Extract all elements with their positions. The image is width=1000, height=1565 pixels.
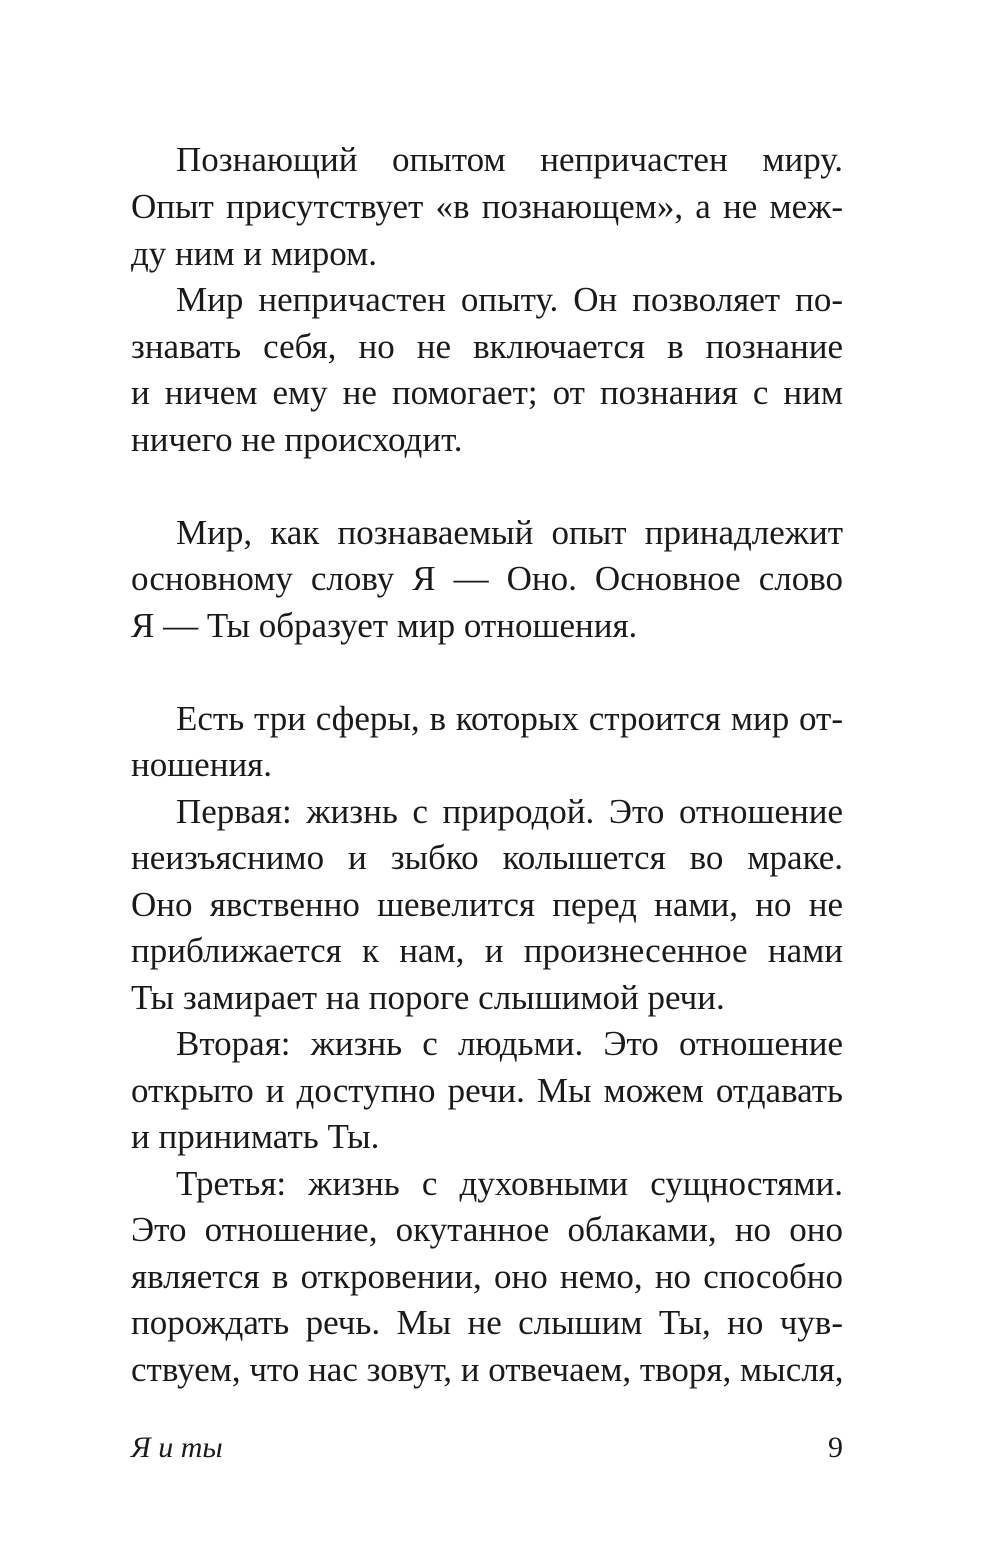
text-line: Опыт присутствует «в познающем», а не меж- [131,187,843,226]
text-line: Есть три сферы, в которых строится мир от- [176,699,843,738]
page-number: 9 [828,1431,843,1464]
text-line: Познающий опытом непричастен миру. [176,140,843,179]
text-line: приближается к нам, и произнесенное нами [131,931,843,970]
text-line: ду ним и миром. [131,234,378,273]
text-line: основному слову Я — Оно. Основное слово [131,559,843,598]
text-line: Мир непричастен опыту. Он позволяет по- [176,280,843,319]
text-line: ствуем, что нас зовут, и отвечаем, творя, мысля, [131,1350,844,1389]
text-line: и принимать Ты. [131,1117,380,1156]
text-line: знавать себя, но не включается в познание [131,327,843,366]
text-line: Третья: жизнь с духовными сущностями. [176,1164,843,1203]
text-line: Ты замирает на пороге слышимой речи. [131,978,725,1017]
text-line: порождать речь. Мы не слышим Ты, но чув- [131,1303,843,1342]
text-line: ничего не происходит. [131,420,463,459]
text-line: является в откровении, оно немо, но способно [131,1257,843,1296]
text-line: Я — Ты образует мир отношения. [131,606,638,645]
text-line: открыто и доступно речи. Мы можем отдавать [131,1071,843,1110]
text-line: Оно явственно шевелится перед нами, но не [131,885,843,924]
text-line: Это отношение, окутанное облаками, но оно [131,1210,843,1249]
running-footer-title: Я и ты [131,1431,223,1464]
text-line: Вторая: жизнь с людьми. Это отношение [176,1024,843,1063]
text-line: Первая: жизнь с природой. Это отношение [176,792,843,831]
text-line: Мир, как познаваемый опыт принадлежит [176,513,843,552]
text-line: и ничем ему не помогает; от познания с ним [131,373,843,412]
text-line: ношения. [131,745,273,784]
text-line: неизъяснимо и зыбко колышется во мраке. [131,838,843,877]
